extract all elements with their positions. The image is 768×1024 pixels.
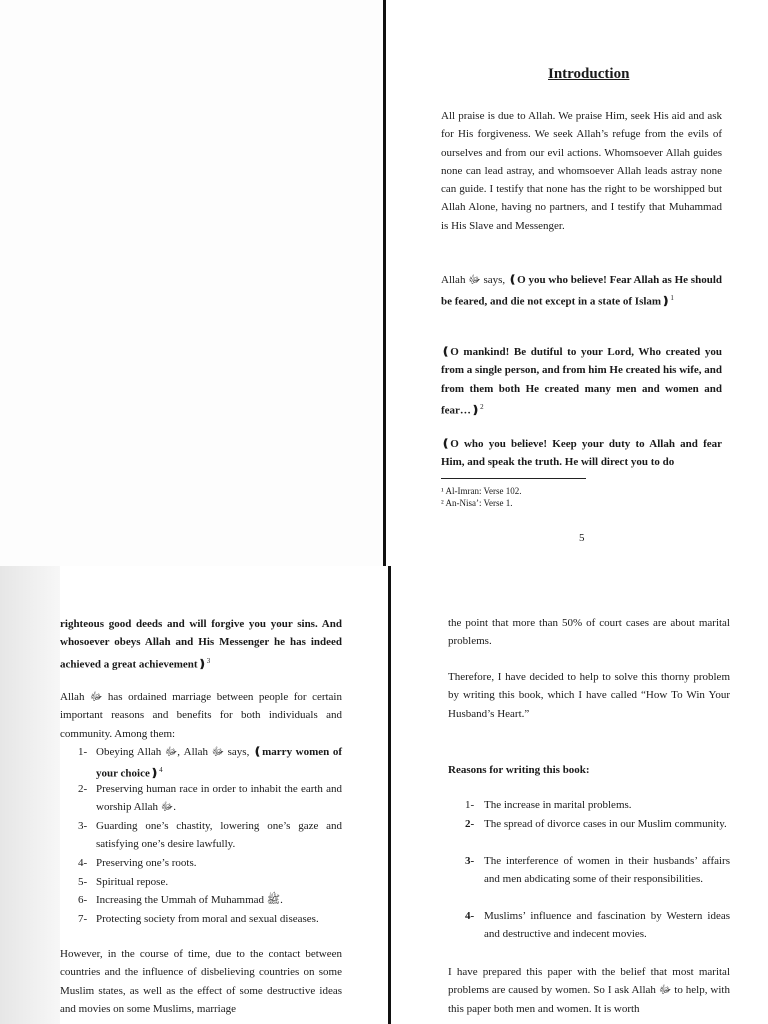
scan-shadow <box>0 566 60 1024</box>
list-quote: ❪marry women of your choice❫ <box>96 746 342 780</box>
court-cases-paragraph: the point that more than 50% of court cases are about marital problems. <box>448 617 730 648</box>
intro-paragraph: All praise is due to Allah. We praise Him, seek His aid and ask for His forgiveness. We seek Allah’s refuge from the evils of ourselves and from our evil actions. Whomsoever Allah guides none can lead astray, and whomsoever Allah leads astray none can guide. I testify that none has the right to be worshipped but Allah Alone, having no partners, and I testify that Muhammad is His Slave and Messenger. <box>441 110 722 232</box>
list-text: Spiritual repose. <box>96 875 169 888</box>
reasons-heading: Reasons for writing this book: <box>448 764 590 776</box>
list-text: The spread of divorce cases in our Muslim community. <box>484 817 727 830</box>
list-text: Increasing the Ummah of Muhammad ﷺ. <box>96 894 283 906</box>
footnote-divider <box>441 478 586 479</box>
list-number: 4- <box>78 857 88 869</box>
list-number: 2- <box>465 817 475 830</box>
page-title: Introduction <box>548 66 630 82</box>
footnote-ref-4: 4 <box>159 766 163 775</box>
list-number: 2- <box>78 783 88 795</box>
book-reasons-list <box>465 796 730 944</box>
list-number: 7- <box>78 912 88 925</box>
verse-quote-1: ❪O you who believe! Fear Allah as He should be feared, and die not except in a state of Islam❫ <box>441 274 722 308</box>
list-text: Protecting society from moral and sexual diseases. <box>96 912 319 925</box>
list-number: 1- <box>78 746 88 758</box>
verse-paragraph-3 <box>441 435 722 472</box>
footnote-ref-3: 3 <box>206 656 211 665</box>
marriage-intro: Allah ﷻ has ordained marriage between people for certain important reasons and benefits for both individuals and community. Among them: <box>60 691 342 740</box>
list-number: 3- <box>78 820 88 832</box>
footnote-ref-1: 1 <box>670 294 674 303</box>
list-number: 6- <box>78 894 88 906</box>
blank-left-page <box>0 0 384 566</box>
list-item <box>78 910 342 929</box>
list-item <box>465 815 730 852</box>
page-number: 5 <box>579 532 585 544</box>
list-item <box>78 891 342 910</box>
continued-verse <box>60 615 342 674</box>
footnote-2: ² An-Nisa’: Verse 1. <box>441 498 513 508</box>
bottom-scan <box>0 566 768 1024</box>
closing-paragraph: However, in the course of time, due to the contact between countries and the influence of disbelieving countries on some Muslim states, as well as the effect of some destructive ideas and movies on some Muslims, marriage <box>60 948 342 1015</box>
book-purpose-paragraph: Therefore, I have decided to help to solve this thorny problem by writing this book, which I have called “How To Win Your Husband’s Heart.” <box>448 671 730 720</box>
list-text: The increase in marital problems. <box>484 799 632 811</box>
list-number: 4- <box>465 909 475 922</box>
list-text <box>96 743 342 783</box>
list-lead: Obeying Allah ﷻ, Allah ﷻ says, <box>96 746 253 758</box>
continued-verse-text: righteous good deeds and will forgive you your sins. And whosoever obeys Allah and His Messenger he has indeed achieved a great achievement❫ <box>60 618 342 671</box>
list-text: Preserving human race in order to inhabit the earth and worship Allah ﷻ. <box>96 783 342 814</box>
list-item <box>465 796 730 815</box>
list-item <box>465 852 730 907</box>
book-spine-bottom <box>388 566 391 1024</box>
list-item <box>78 854 342 873</box>
verse-lead: Allah ﷻ says, <box>441 274 508 286</box>
list-number: 1- <box>465 799 475 811</box>
list-item <box>78 780 342 817</box>
list-number: 5- <box>78 875 88 888</box>
verse-paragraph-1 <box>441 271 722 311</box>
list-text: Preserving one’s roots. <box>96 857 197 869</box>
list-item <box>78 873 342 892</box>
list-text: The interference of women in their husbands’ affairs and men abdicating some of their responsibilities. <box>484 854 730 885</box>
list-text: Muslims’ influence and fascination by Western ideas and destructive and indecent movies. <box>484 909 730 940</box>
list-text: Guarding one’s chastity, lowering one’s gaze and satisfying one’s desire lawfully. <box>96 820 342 851</box>
verse-quote-3: ❪O who you believe! Keep your duty to Allah and fear Him, and speak the truth. He will direct you to do <box>441 438 722 469</box>
footnote-1: ¹ Al-Imran: Verse 102. <box>441 486 522 496</box>
verse-quote-2: ❪O mankind! Be dutiful to your Lord, Who created you from a single person, and from him He created his wife, and from them both He created many men and women and fear…❫ <box>441 346 722 417</box>
belief-paragraph: I have prepared this paper with the belief that most marital problems are caused by women. So I ask Allah ﷻ to help, with this paper both men and women. It is worth <box>448 966 730 1015</box>
footnote-ref-2: 2 <box>480 402 484 411</box>
list-item <box>465 907 730 944</box>
list-item <box>78 743 342 780</box>
list-number: 3- <box>465 854 475 867</box>
verse-paragraph-2 <box>441 343 722 420</box>
marriage-reasons-list <box>78 743 342 928</box>
book-spine <box>383 0 386 566</box>
list-item <box>78 817 342 854</box>
